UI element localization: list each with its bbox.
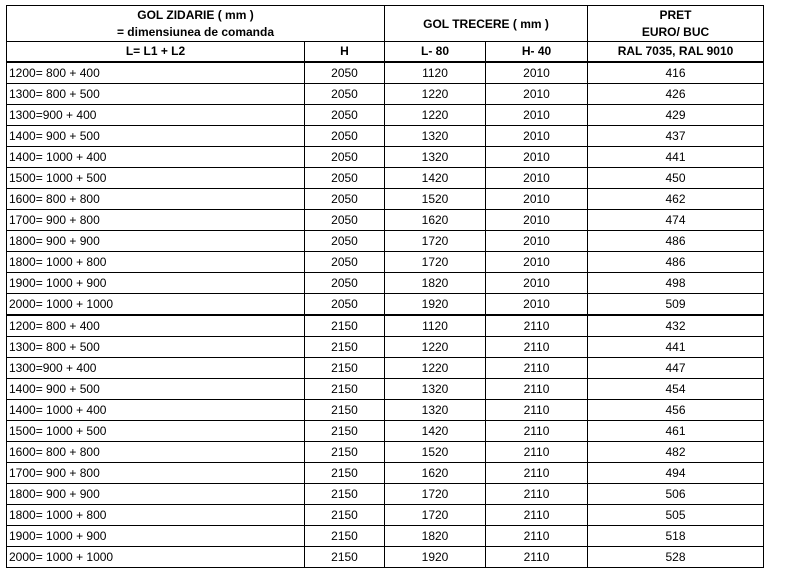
- cell-l80: 1920: [385, 547, 486, 568]
- cell-l80: 1120: [385, 62, 486, 84]
- cell-h: 2050: [305, 189, 385, 210]
- cell-l80: 1320: [385, 147, 486, 168]
- table-row: [7, 505, 764, 526]
- cell-l80: 1420: [385, 168, 486, 189]
- cell-h40: 2110: [486, 463, 588, 484]
- cell-price: 450: [588, 168, 764, 189]
- cell-h40: 2110: [486, 547, 588, 568]
- cell-h40: 2010: [486, 294, 588, 316]
- cell-price: 441: [588, 147, 764, 168]
- cell-h40: 2010: [486, 105, 588, 126]
- cell-l80: 1720: [385, 484, 486, 505]
- subheader-h40: H- 40: [486, 42, 588, 63]
- cell-h40: 2010: [486, 189, 588, 210]
- cell-l80: 1220: [385, 105, 486, 126]
- cell-l80: 1820: [385, 273, 486, 294]
- cell-dimension: 1500= 1000 + 500: [7, 421, 305, 442]
- cell-h40: 2010: [486, 231, 588, 252]
- cell-h40: 2010: [486, 168, 588, 189]
- cell-l80: 1720: [385, 505, 486, 526]
- cell-dimension: 1800= 900 + 900: [7, 231, 305, 252]
- cell-l80: 1620: [385, 210, 486, 231]
- cell-h: 2150: [305, 526, 385, 547]
- cell-dimension: 1400= 1000 + 400: [7, 400, 305, 421]
- cell-l80: 1720: [385, 231, 486, 252]
- table-row: [7, 273, 764, 294]
- cell-price: 447: [588, 358, 764, 379]
- cell-price: 429: [588, 105, 764, 126]
- cell-h: 2050: [305, 252, 385, 273]
- header-gol-zidarie-subtitle: = dimensiunea de comanda: [116, 25, 275, 39]
- cell-h: 2050: [305, 210, 385, 231]
- table-row: [7, 547, 764, 568]
- cell-l80: 1920: [385, 294, 486, 316]
- cell-l80: 1220: [385, 84, 486, 105]
- cell-dimension: 1300= 800 + 500: [7, 84, 305, 105]
- table-row: [7, 421, 764, 442]
- cell-dimension: 1800= 1000 + 800: [7, 505, 305, 526]
- table-row: [7, 62, 764, 84]
- cell-price: 505: [588, 505, 764, 526]
- cell-dimension: 1500= 1000 + 500: [7, 168, 305, 189]
- price-table: [6, 5, 764, 568]
- cell-price: 441: [588, 337, 764, 358]
- cell-h: 2050: [305, 126, 385, 147]
- table-row: [7, 526, 764, 547]
- cell-h: 2050: [305, 231, 385, 252]
- cell-price: 498: [588, 273, 764, 294]
- cell-dimension: 1900= 1000 + 900: [7, 273, 305, 294]
- cell-h40: 2110: [486, 526, 588, 547]
- cell-h: 2150: [305, 484, 385, 505]
- header-gol-trecere-title: GOL TRECERE ( mm ): [423, 16, 549, 31]
- cell-l80: 1220: [385, 358, 486, 379]
- subheader-l: L= L1 + L2: [7, 42, 305, 63]
- cell-l80: 1520: [385, 189, 486, 210]
- table-row: [7, 84, 764, 105]
- cell-price: 494: [588, 463, 764, 484]
- cell-h: 2150: [305, 400, 385, 421]
- cell-dimension: 1800= 900 + 900: [7, 484, 305, 505]
- header-gol-zidarie-title: GOL ZIDARIE ( mm ): [137, 8, 254, 22]
- table-row: [7, 231, 764, 252]
- table-row: [7, 210, 764, 231]
- table-row: [7, 400, 764, 421]
- cell-h: 2150: [305, 505, 385, 526]
- cell-h40: 2010: [486, 126, 588, 147]
- cell-h40: 2110: [486, 505, 588, 526]
- cell-h40: 2110: [486, 421, 588, 442]
- cell-dimension: 1200= 800 + 400: [7, 62, 305, 84]
- cell-h: 2050: [305, 105, 385, 126]
- header-gol-trecere: [385, 6, 588, 42]
- cell-h: 2150: [305, 358, 385, 379]
- cell-price: 456: [588, 400, 764, 421]
- cell-price: 486: [588, 252, 764, 273]
- cell-price: 509: [588, 294, 764, 316]
- cell-dimension: 1400= 900 + 500: [7, 379, 305, 400]
- cell-price: 426: [588, 84, 764, 105]
- table-row: [7, 358, 764, 379]
- cell-dimension: 2000= 1000 + 1000: [7, 294, 305, 316]
- cell-price: 518: [588, 526, 764, 547]
- cell-dimension: 1700= 900 + 800: [7, 210, 305, 231]
- cell-price: 461: [588, 421, 764, 442]
- cell-h40: 2110: [486, 400, 588, 421]
- table-row: [7, 463, 764, 484]
- cell-h40: 2010: [486, 147, 588, 168]
- cell-price: 506: [588, 484, 764, 505]
- cell-h: 2050: [305, 168, 385, 189]
- cell-dimension: 1600= 800 + 800: [7, 189, 305, 210]
- cell-dimension: 1400= 900 + 500: [7, 126, 305, 147]
- cell-h40: 2010: [486, 84, 588, 105]
- cell-h40: 2010: [486, 62, 588, 84]
- cell-dimension: 1800= 1000 + 800: [7, 252, 305, 273]
- cell-h40: 2010: [486, 252, 588, 273]
- cell-h: 2050: [305, 62, 385, 84]
- table-row: [7, 484, 764, 505]
- cell-l80: 1320: [385, 379, 486, 400]
- cell-l80: 1420: [385, 421, 486, 442]
- header-pret-unit: EURO/ BUC: [641, 25, 710, 39]
- cell-dimension: 1300=900 + 400: [7, 358, 305, 379]
- header-pret: [588, 6, 764, 42]
- cell-dimension: 1400= 1000 + 400: [7, 147, 305, 168]
- cell-l80: 1220: [385, 337, 486, 358]
- cell-price: 474: [588, 210, 764, 231]
- cell-h40: 2110: [486, 484, 588, 505]
- cell-h: 2050: [305, 294, 385, 316]
- cell-price: 454: [588, 379, 764, 400]
- cell-l80: 1720: [385, 252, 486, 273]
- subheader-l80: L- 80: [385, 42, 486, 63]
- cell-h40: 2110: [486, 337, 588, 358]
- cell-h: 2150: [305, 421, 385, 442]
- table-row: [7, 294, 764, 316]
- cell-h40: 2110: [486, 379, 588, 400]
- table-row: [7, 126, 764, 147]
- cell-h: 2050: [305, 147, 385, 168]
- cell-dimension: 1300= 800 + 500: [7, 337, 305, 358]
- cell-h40: 2010: [486, 273, 588, 294]
- subheader-ral: RAL 7035, RAL 9010: [588, 42, 764, 63]
- cell-price: 528: [588, 547, 764, 568]
- cell-h40: 2110: [486, 358, 588, 379]
- cell-l80: 1620: [385, 463, 486, 484]
- table-row: [7, 337, 764, 358]
- cell-h40: 2010: [486, 210, 588, 231]
- table-body: [7, 62, 764, 568]
- cell-h: 2050: [305, 273, 385, 294]
- header-pret-title: PRET: [659, 8, 692, 22]
- cell-h: 2150: [305, 337, 385, 358]
- table-row: [7, 379, 764, 400]
- table-row: [7, 315, 764, 337]
- cell-h40: 2110: [486, 442, 588, 463]
- cell-h: 2150: [305, 463, 385, 484]
- cell-dimension: 1900= 1000 + 900: [7, 526, 305, 547]
- cell-h: 2050: [305, 84, 385, 105]
- cell-l80: 1320: [385, 400, 486, 421]
- cell-h: 2150: [305, 379, 385, 400]
- cell-price: 462: [588, 189, 764, 210]
- cell-h: 2150: [305, 442, 385, 463]
- cell-h40: 2110: [486, 315, 588, 337]
- cell-l80: 1320: [385, 126, 486, 147]
- cell-h: 2150: [305, 547, 385, 568]
- cell-price: 482: [588, 442, 764, 463]
- cell-h: 2150: [305, 315, 385, 337]
- cell-price: 437: [588, 126, 764, 147]
- cell-price: 416: [588, 62, 764, 84]
- table-row: [7, 147, 764, 168]
- cell-dimension: 1200= 800 + 400: [7, 315, 305, 337]
- cell-dimension: 2000= 1000 + 1000: [7, 547, 305, 568]
- table-row: [7, 189, 764, 210]
- table-row: [7, 252, 764, 273]
- table-row: [7, 168, 764, 189]
- cell-dimension: 1600= 800 + 800: [7, 442, 305, 463]
- cell-l80: 1520: [385, 442, 486, 463]
- table-row: [7, 442, 764, 463]
- cell-dimension: 1300=900 + 400: [7, 105, 305, 126]
- table-row: [7, 105, 764, 126]
- cell-l80: 1820: [385, 526, 486, 547]
- cell-l80: 1120: [385, 315, 486, 337]
- cell-price: 486: [588, 231, 764, 252]
- subheader-h: H: [305, 42, 385, 63]
- cell-dimension: 1700= 900 + 800: [7, 463, 305, 484]
- header-gol-zidarie: [7, 6, 385, 42]
- cell-price: 432: [588, 315, 764, 337]
